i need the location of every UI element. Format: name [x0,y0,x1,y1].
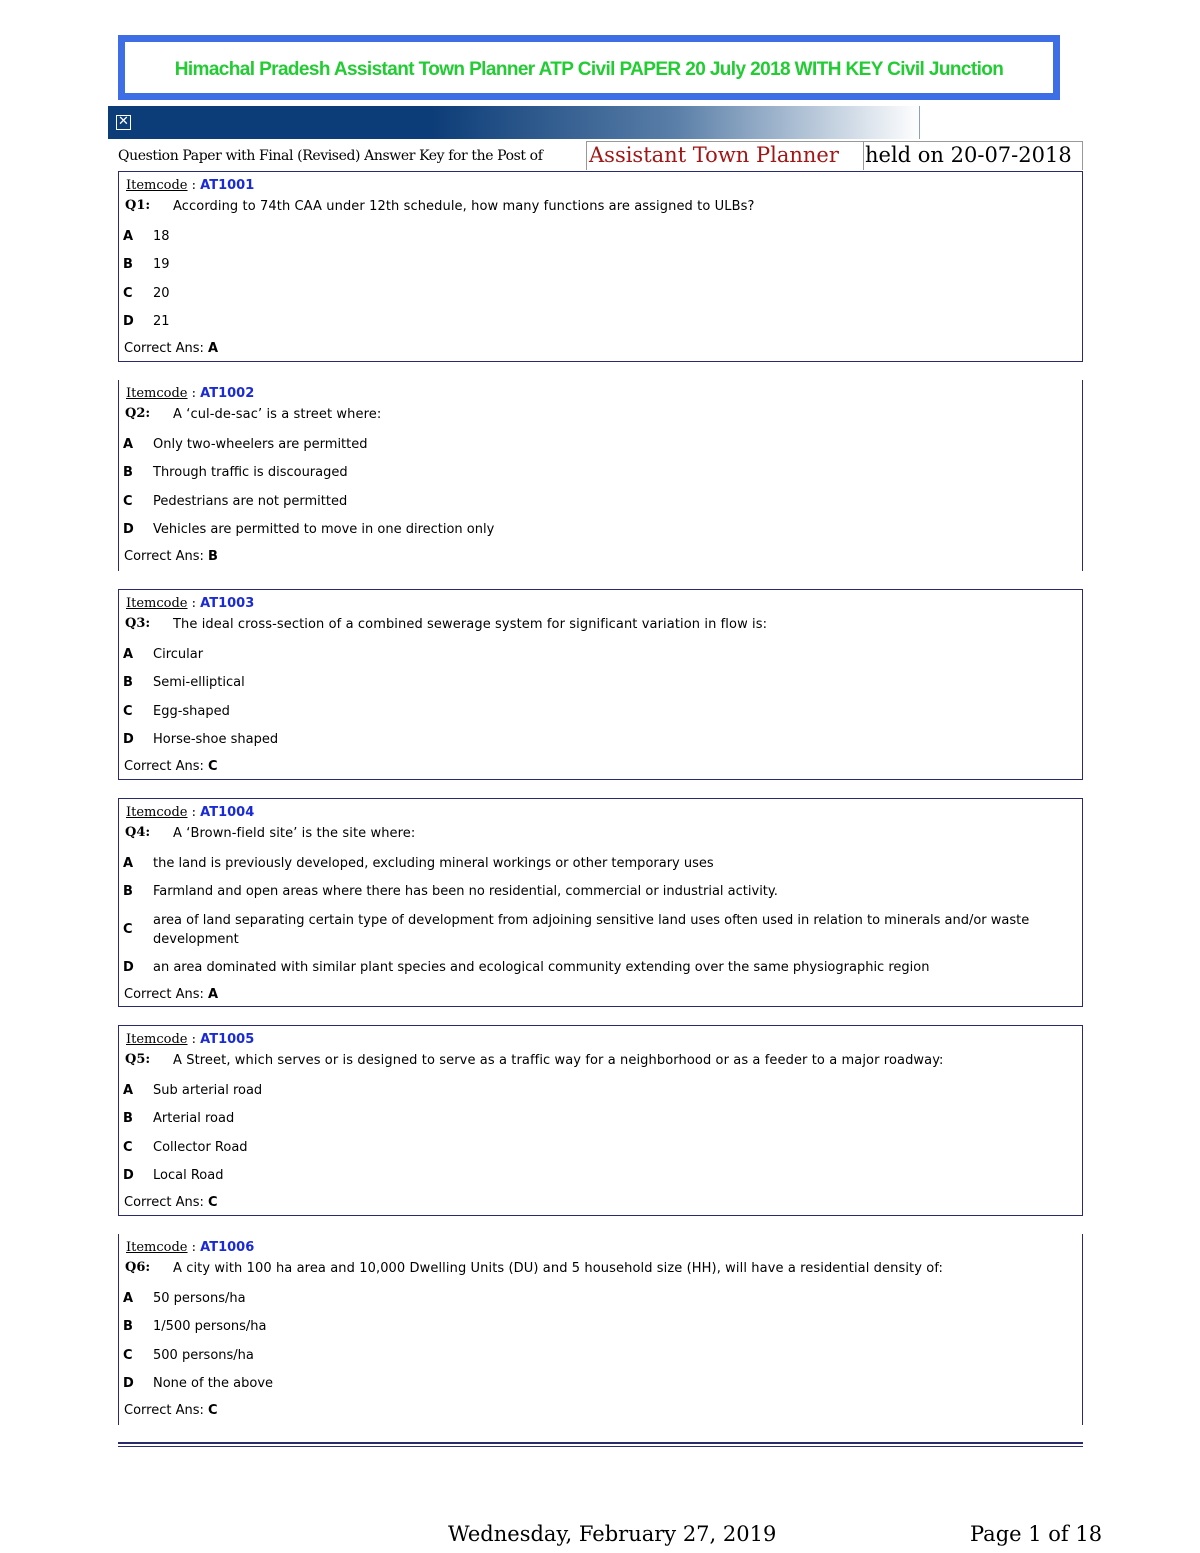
itemcode-label: Itemcode [126,805,188,820]
option-letter: A [123,1291,134,1306]
option-letter: A [123,229,134,244]
itemcode-line [126,1240,254,1255]
option-letter: D [123,1375,134,1391]
close-icon[interactable]: ✕ [116,115,131,130]
option-text: Pedestrians are not permitted [153,493,348,509]
itemcode-separator: : [187,178,201,193]
option-text: Circular [153,647,204,662]
option-text: 50 persons/ha [153,1291,246,1306]
itemcode-line [126,596,254,611]
option-letter: A [123,647,134,662]
option-text: area of land separating certain type of development from adjoining sensitive land uses often used in relation to minerals and/or waste development [153,912,1030,947]
option-text: Local Road [153,1167,224,1183]
itemcode-value: AT1002 [200,386,255,401]
option-text: 19 [153,257,170,273]
correct-answer-label: Correct Ans: [124,341,204,357]
banner-title: Himachal Pradesh Assistant Town Planner ATP Civil PAPER 20 July 2018 WITH KEY Civil Junction [174,59,1004,80]
itemcode-separator: : [187,596,201,611]
itemcode-line [126,805,254,820]
itemcode-line [126,1032,254,1047]
footer-page-number: Page 1 of 18 [970,1522,1103,1546]
paper-header-row [118,141,1083,170]
itemcode-label: Itemcode [126,596,188,611]
itemcode-value: AT1003 [200,596,255,611]
option-letter: D [123,521,134,537]
question-block [118,1234,1083,1425]
option-letter: D [123,959,134,975]
correct-answer [124,759,218,774]
itemcode-separator: : [187,805,201,820]
itemcode-separator: : [187,386,201,401]
bottom-rule [118,1442,1083,1444]
correct-answer-label: Correct Ans: [124,986,204,1002]
option-letter: B [123,257,133,273]
option-letter: D [123,313,134,329]
option-letter: D [123,1167,134,1183]
bottom-rule-thin [118,1446,1083,1447]
correct-answer-value: A [208,341,219,357]
correct-answer-value: C [208,759,218,775]
itemcode-label: Itemcode [126,1032,188,1047]
correct-answer [124,1403,218,1418]
itemcode-value: AT1006 [200,1240,255,1255]
option-text: 20 [153,285,170,301]
option-text: Arterial road [153,1111,235,1127]
option-letter: C [123,1347,133,1363]
correct-answer-value: C [208,1403,218,1419]
correct-answer-value: A [208,986,219,1002]
question-block [118,171,1083,362]
itemcode-separator: : [187,1240,201,1255]
correct-answer [124,987,218,1002]
question-text: A ‘Brown-field site’ is the site where: [173,826,416,841]
correct-answer-label: Correct Ans: [124,1403,204,1419]
header-post-name: Assistant Town Planner [586,141,863,170]
itemcode-value: AT1001 [200,178,255,193]
option-text: Collector Road [153,1139,248,1155]
itemcode-separator: : [187,1032,201,1047]
question-block [118,380,1083,571]
question-block [118,798,1083,1007]
itemcode-label: Itemcode [126,178,188,193]
itemcode-label: Itemcode [126,1240,188,1255]
option-letter: B [123,1111,133,1127]
option-letter: D [123,731,134,747]
option-text: Egg-shaped [153,703,230,719]
header-bar-divider [919,106,920,139]
option-letter: C [123,1139,133,1155]
option-letter: B [123,675,133,691]
option-text: None of the above [153,1375,274,1391]
header-held-date: held on 20-07-2018 [863,141,1083,170]
option-text: Through traffic is discouraged [153,465,348,481]
correct-answer-value: B [208,549,218,565]
question-number: Q2: [125,406,151,421]
option-text: the land is previously developed, excluding mineral workings or other temporary uses [153,856,714,871]
correct-answer-label: Correct Ans: [124,759,204,775]
footer-date: Wednesday, February 27, 2019 [448,1522,777,1546]
question-text: A city with 100 ha area and 10,000 Dwelling Units (DU) and 5 household size (HH), will have a residential density of: [173,1261,944,1276]
question-block [118,1025,1083,1216]
option-text: Sub arterial road [153,1083,263,1098]
question-text: The ideal cross-section of a combined sewerage system for significant variation in flow is: [173,617,768,632]
itemcode-line [126,178,254,193]
option-text: Horse-shoe shaped [153,731,279,747]
option-text: an area dominated with similar plant species and ecological community extending over the same physiographic region [153,959,930,975]
option-text: Vehicles are permitted to move in one direction only [153,521,495,537]
question-number: Q1: [125,198,151,213]
option-text: 500 persons/ha [153,1347,254,1363]
option-letter: C [123,921,133,937]
option-letter: A [123,437,134,452]
question-text: According to 74th CAA under 12th schedule, how many functions are assigned to ULBs? [173,199,755,214]
option-letter: B [123,884,133,900]
question-number: Q4: [125,825,151,840]
header-description: Question Paper with Final (Revised) Answer Key for the Post of [118,148,543,164]
itemcode-label: Itemcode [126,386,188,401]
option-text: Farmland and open areas where there has been no residential, commercial or industrial activity. [153,884,778,900]
correct-answer-label: Correct Ans: [124,549,204,565]
itemcode-value: AT1005 [200,1032,255,1047]
correct-answer-value: C [208,1195,218,1211]
option-letter: C [123,703,133,719]
option-letter: A [123,856,134,871]
correct-answer [124,549,218,564]
question-text: A Street, which serves or is designed to serve as a traffic way for a neighborhood or as a feeder to a major roadway: [173,1053,944,1068]
title-banner [118,35,1060,100]
option-text: 21 [153,313,170,329]
correct-answer [124,341,218,356]
question-number: Q6: [125,1260,151,1275]
option-text: 18 [153,229,170,244]
option-letter: B [123,465,133,481]
option-letter: A [123,1083,134,1098]
itemcode-value: AT1004 [200,805,255,820]
question-text: A ‘cul-de-sac’ is a street where: [173,407,382,422]
option-letter: C [123,493,133,509]
header-gradient-bar [108,106,920,139]
option-text: 1/500 persons/ha [153,1319,267,1335]
itemcode-line [126,386,254,401]
question-block [118,589,1083,780]
question-number: Q3: [125,616,151,631]
option-text: Semi-elliptical [153,675,245,691]
correct-answer [124,1195,218,1210]
option-letter: B [123,1319,133,1335]
correct-answer-label: Correct Ans: [124,1195,204,1211]
option-text: Only two-wheelers are permitted [153,437,368,452]
question-number: Q5: [125,1052,151,1067]
option-letter: C [123,285,133,301]
